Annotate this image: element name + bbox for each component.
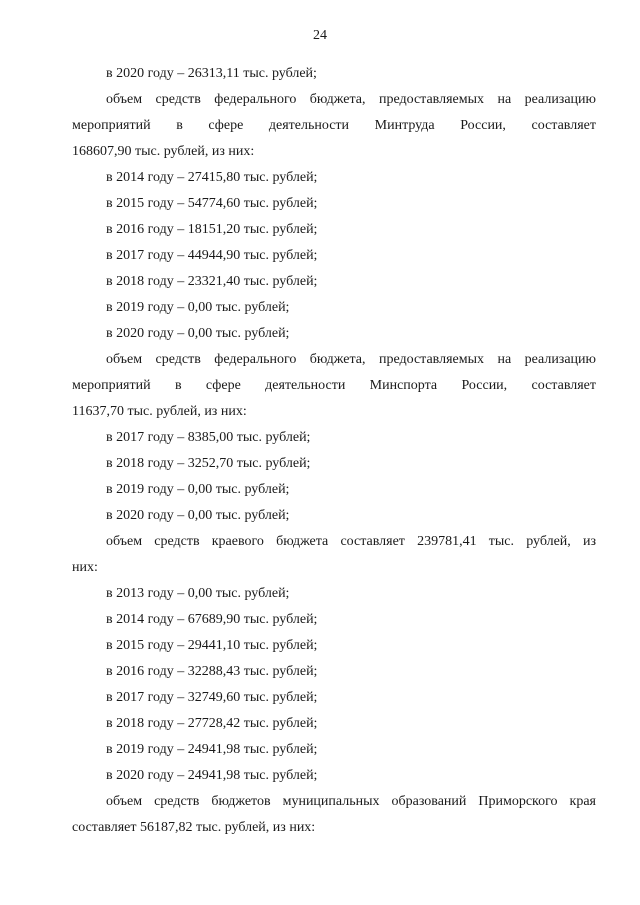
text-line: в 2013 году – 0,00 тыс. рублей;: [106, 586, 290, 601]
text-line: мероприятий в сфере деятельности Минтруда России, составляет: [72, 118, 596, 133]
text-line: в 2020 году – 26313,11 тыс. рублей;: [106, 66, 317, 81]
document-body: [72, 61, 596, 841]
text-line: 168607,90 тыс. рублей, из них:: [72, 144, 255, 159]
text-line: мероприятий в сфере деятельности Минспорта России, составляет: [72, 378, 596, 393]
text-line: в 2019 году – 0,00 тыс. рублей;: [106, 482, 290, 497]
text-line: в 2016 году – 18151,20 тыс. рублей;: [106, 222, 318, 237]
text-line: в 2016 году – 32288,43 тыс. рублей;: [106, 664, 318, 679]
text-line: в 2020 году – 24941,98 тыс. рублей;: [106, 768, 318, 783]
text-line: в 2018 году – 27728,42 тыс. рублей;: [106, 716, 318, 731]
text-line: в 2018 году – 23321,40 тыс. рублей;: [106, 274, 318, 289]
text-line: объем средств федерального бюджета, предоставляемых на реализацию: [106, 92, 596, 107]
text-line: в 2017 году – 32749,60 тыс. рублей;: [106, 690, 318, 705]
text-line: 11637,70 тыс. рублей, из них:: [72, 404, 247, 419]
page-number: 24: [313, 28, 327, 43]
text-line: в 2020 году – 0,00 тыс. рублей;: [106, 326, 290, 341]
text-line: объем средств бюджетов муниципальных образований Приморского края: [106, 794, 596, 809]
text-line: составляет 56187,82 тыс. рублей, из них:: [72, 820, 316, 835]
text-line: объем средств краевого бюджета составляет 239781,41 тыс. рублей, из: [106, 534, 596, 549]
text-line: в 2014 году – 67689,90 тыс. рублей;: [106, 612, 318, 627]
text-line: в 2014 году – 27415,80 тыс. рублей;: [106, 170, 318, 185]
text-line: в 2019 году – 24941,98 тыс. рублей;: [106, 742, 318, 757]
text-line: в 2018 году – 3252,70 тыс. рублей;: [106, 456, 311, 471]
text-line: в 2019 году – 0,00 тыс. рублей;: [106, 300, 290, 315]
text-line: них:: [72, 560, 98, 575]
text-line: в 2017 году – 44944,90 тыс. рублей;: [106, 248, 318, 263]
text-line: в 2015 году – 54774,60 тыс. рублей;: [106, 196, 318, 211]
text-line: в 2015 году – 29441,10 тыс. рублей;: [106, 638, 318, 653]
text-line: в 2017 году – 8385,00 тыс. рублей;: [106, 430, 311, 445]
text-line: объем средств федерального бюджета, предоставляемых на реализацию: [106, 352, 596, 367]
text-line: в 2020 году – 0,00 тыс. рублей;: [106, 508, 290, 523]
